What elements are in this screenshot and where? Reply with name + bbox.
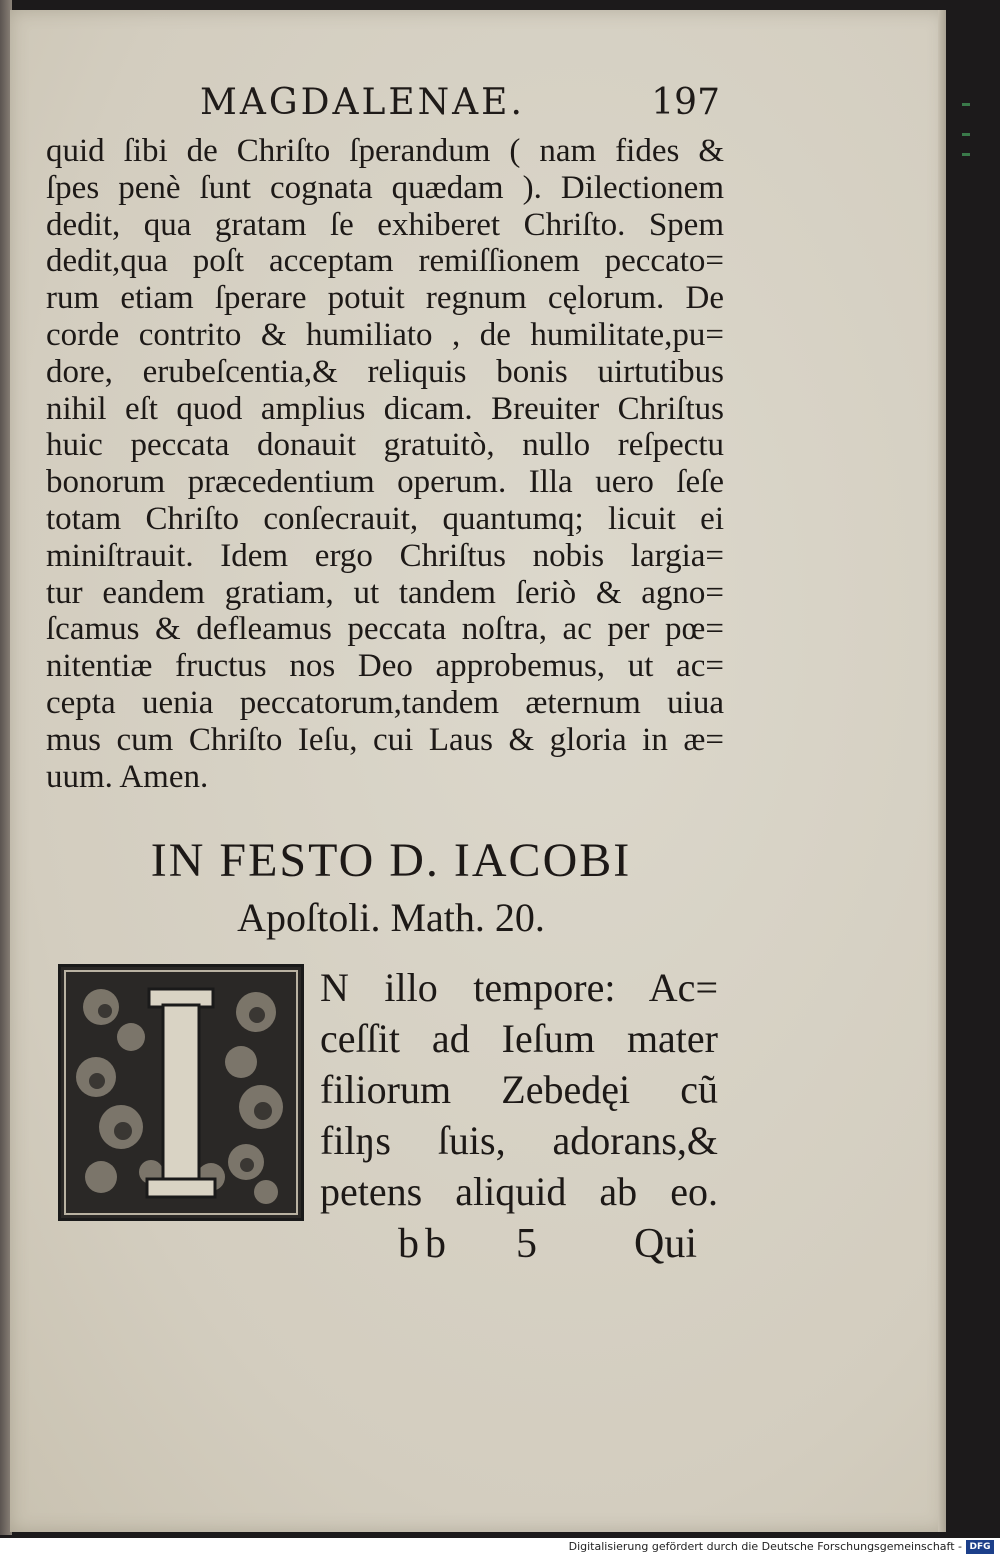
- funding-credit: Digitalisierung gefördert durch die Deutsche Forschungsgemeinschaft -: [568, 1540, 962, 1553]
- signature-mark: bb: [398, 1221, 452, 1267]
- text-line: rum etiam ſperare potuit regnum cęlorum. De: [46, 280, 724, 317]
- gospel-text: [320, 962, 718, 1217]
- text-line: ſcamus & defleamus peccata noſtra, ac per pœ=: [46, 611, 724, 648]
- text-line: dore, erubeſcentia,& reliquis bonis uirtutibus: [46, 353, 724, 390]
- dfg-logo-icon: DFG: [966, 1540, 994, 1554]
- decorated-initial-i: [58, 964, 304, 1221]
- section-heading: [46, 832, 736, 944]
- text-line: uum. Amen.: [46, 758, 209, 795]
- text-line: ſpes penè ſunt cognata quædam ). Dilectionem: [46, 169, 724, 206]
- heading-subtitle: Apoſtoli. Math. 20.: [237, 895, 545, 940]
- text-line: cepta uenia peccatorum,tandem æternum uiua: [46, 684, 724, 721]
- text-line: filiorum Zebedęi cũ: [320, 1067, 718, 1112]
- text-line: huic peccata donauit gratuitò, nullo reſpectu: [46, 427, 724, 464]
- page-edge: [938, 10, 946, 1532]
- signature-number: 5: [516, 1221, 537, 1267]
- text-line: dedit, qua gratam ſe exhiberet Chriſto. Spem: [46, 206, 724, 243]
- body-text: [46, 133, 724, 795]
- text-line: ceſſit ad Ieſum mater: [320, 1016, 718, 1061]
- text-line: bonorum præcedentium operum. Illa uero ſeſe: [46, 464, 724, 501]
- text-line: corde contrito & humiliato , de humilitate,pu=: [46, 316, 724, 353]
- text-line: miniſtrauit. Idem ergo Chriſtus nobis largia=: [46, 537, 724, 574]
- text-line: N illo tempore: Ac=: [320, 965, 718, 1010]
- text-line: filŋs ſuis, adorans,&: [320, 1118, 718, 1163]
- running-title: MAGDALENAE.: [200, 82, 525, 123]
- text-line: petens aliquid ab eo.: [320, 1169, 718, 1214]
- text-line: nitentiæ fructus nos Deo approbemus, ut ac=: [46, 648, 724, 685]
- catchword: Qui: [634, 1221, 697, 1267]
- bookmark-tick: [962, 103, 970, 106]
- bookmark-tick: [962, 153, 970, 156]
- text-line: tur eandem gratiam, ut tandem ſeriò & agno=: [46, 574, 724, 611]
- woodcut-initial-icon: [61, 967, 301, 1218]
- text-line: quid ſibi de Chriſto ſperandum ( nam fides &: [46, 133, 724, 169]
- text-line: mus cum Chriſto Ieſu, cui Laus & gloria in æ=: [46, 721, 724, 758]
- page-number: 197: [651, 82, 720, 123]
- text-line: dedit,qua poſt acceptam remiſſionem peccato=: [46, 243, 724, 280]
- text-line: nihil eſt quod amplius dicam. Breuiter Chriſtus: [46, 390, 724, 427]
- heading-title: IN FESTO D. IACOBI: [150, 834, 632, 887]
- footer-bar: [0, 1538, 1000, 1558]
- text-line: totam Chriſto conſecrauit, quantumq; licuit ei: [46, 500, 724, 537]
- bookmark-tick: [962, 133, 970, 136]
